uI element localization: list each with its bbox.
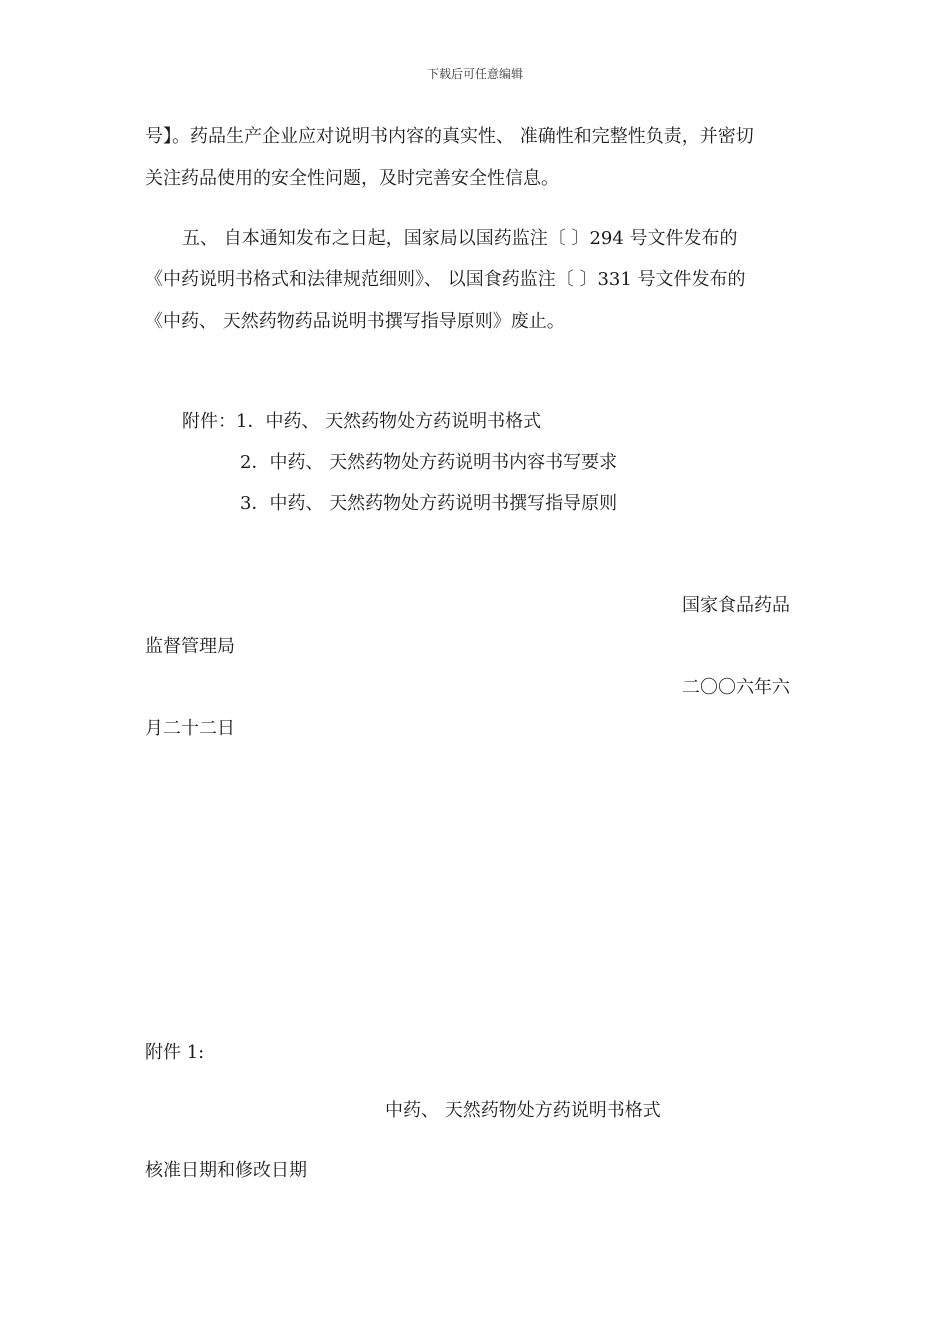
issuer-line-1: 国家食品药品 xyxy=(682,595,790,616)
issue-date-line-2: 月二十二日 xyxy=(145,718,235,739)
attachment-item-2: 2．中药、 天然药物处方药说明书内容书写要求 xyxy=(240,452,618,473)
attachment-item-3: 3．中药、 天然药物处方药说明书撰写指导原则 xyxy=(240,493,618,514)
page-header: 下载后可任意编辑 xyxy=(426,67,523,81)
issue-date-line-1: 二〇〇六年六 xyxy=(682,677,790,698)
appendix-first-item: 核准日期和修改日期 xyxy=(145,1160,307,1181)
paragraph-5-line-2: 《中药说明书格式和法律规范细则》、 以国食药监注〔 〕331 号文件发布的 xyxy=(145,269,746,290)
paragraph-4-line-1: 号】。药品生产企业应对说明书内容的真实性、 准确性和完整性负责，并密切 xyxy=(145,126,754,147)
appendix-label: 附件 1: xyxy=(145,1042,205,1063)
issuer-line-2: 监督管理局 xyxy=(145,636,235,657)
paragraph-4-line-2: 关注药品使用的安全性问题，及时完善安全性信息。 xyxy=(145,168,559,189)
appendix-title: 中药、 天然药物处方药说明书格式 xyxy=(385,1100,661,1121)
paragraph-5-line-3: 《中药、 天然药物药品说明书撰写指导原则》废止。 xyxy=(145,311,565,332)
paragraph-5-line-1: 五、 自本通知发布之日起，国家局以国药监注〔 〕294 号文件发布的 xyxy=(182,228,738,249)
attachment-item-1: 附件：1．中药、 天然药物处方药说明书格式 xyxy=(182,411,542,432)
